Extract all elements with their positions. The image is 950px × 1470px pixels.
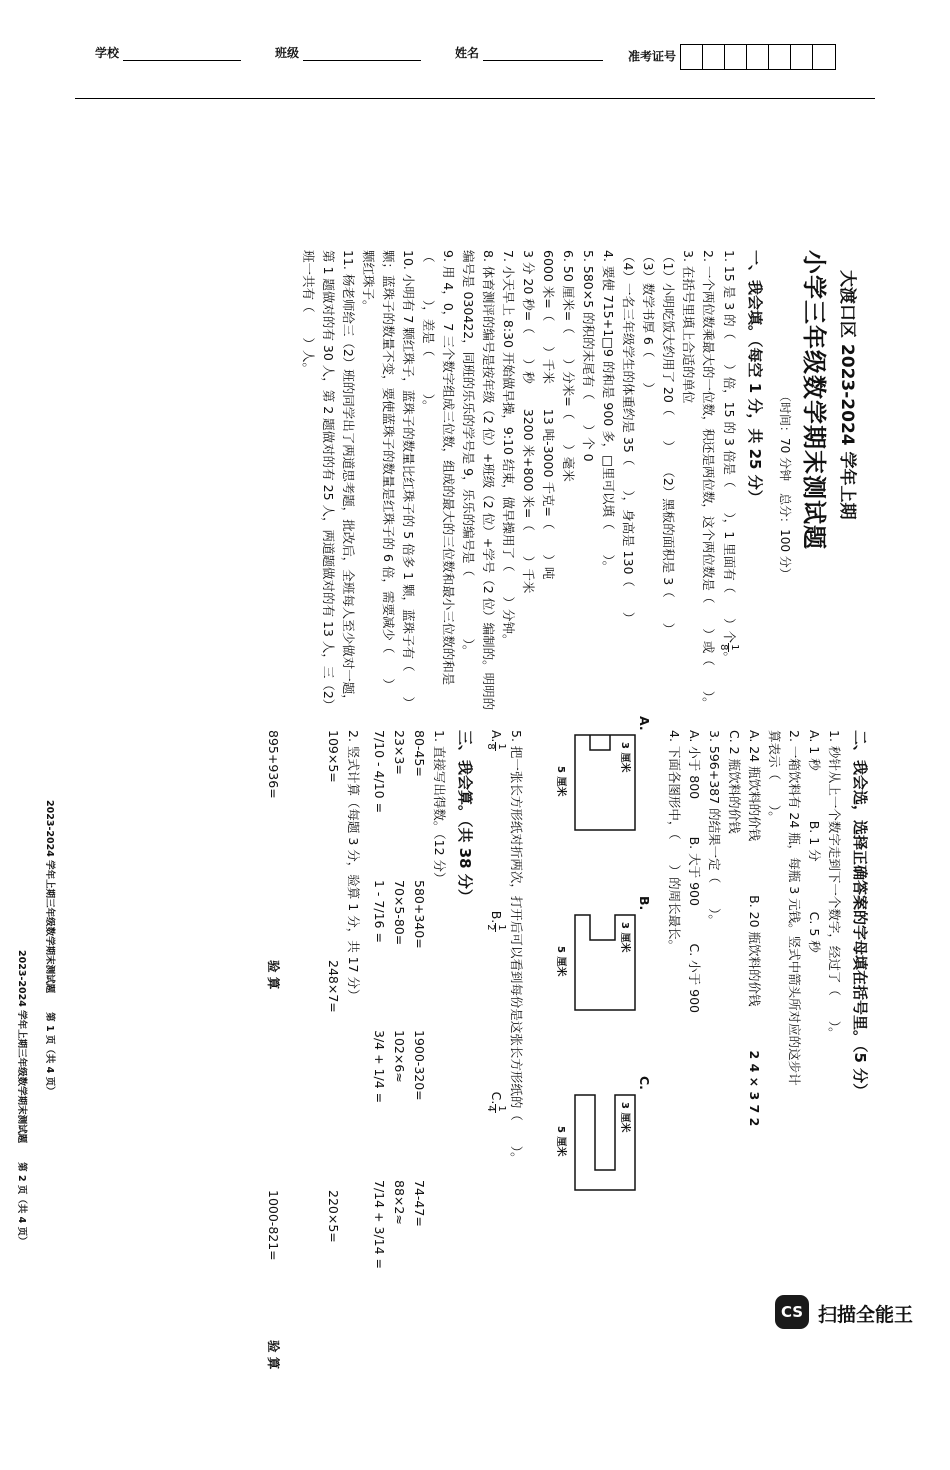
fill-q4: 4. 要使 715+1□9 的和是 900 多，□里可以填（ ）。 [601, 250, 617, 574]
calc-item: 23×3= [392, 730, 407, 775]
vertical-calc: 2 4 × 3 7 2 [747, 1050, 762, 1127]
exam-title: 小学三年级数学期末测试题 [799, 250, 828, 550]
calc-item: 7/10 - 4/10 = [372, 730, 387, 814]
fill-q1: 1. 15 是 3 的（ ）倍，15 的 3 倍是（ ），1 里面有（ ）个 1 8 。 [718, 250, 741, 665]
calc-row-3 [369, 730, 389, 1470]
figure-b-width: 5 厘米 [555, 946, 566, 977]
figure-c [555, 1076, 652, 1200]
exam-meta: （时间：70 分钟 总分：100 分） [778, 390, 793, 580]
vertical-calc-item: 248×7= [326, 960, 341, 1013]
calc-item: 74-47= [412, 1180, 427, 1227]
fraction: 1 8 [718, 644, 741, 651]
vertical-calc-item: 220×5= [326, 1190, 341, 1243]
vertical-calc-row-2 [263, 730, 283, 1470]
figure-a-height: 3 厘米 [619, 742, 630, 773]
choice-q2-option-b: B. 20 瓶饮料的价钱 [747, 895, 762, 1007]
fill-q11b: 第 1 题做对的有 30 人，第 2 题做对的有 25 人，两道题做对的有 13 人，三（2） [321, 250, 337, 712]
vertical-calc-item: 895+936= [266, 730, 281, 799]
calc-item: 1 - 7/16 = [372, 880, 387, 943]
exam-subtitle: 大渡口区 2023-2024 学年上期 [837, 270, 857, 520]
vertical-calc-item: 109×5= [326, 730, 341, 783]
choice-q3: 3. 596+387 的结果一定（ ）。 [707, 730, 722, 927]
choice-q2-option-c: C. 2 瓶饮料的价钱 [727, 730, 742, 834]
fill-q3a: （1）小明吃饭大约用了 20（ ） （2）黑板的面积是 3（ ） [661, 250, 677, 636]
calc-item: 3/4 + 1/4 = [372, 1030, 387, 1104]
choice-q5-option-c: C. 1 4 [485, 1091, 507, 1112]
choice-q4: 4. 下面各图形中，（ ）的周长最长。 [667, 730, 682, 953]
choice-q5-option-b: B. 1 2 [485, 910, 507, 931]
fill-q11c: 班一共有（ ）人。 [301, 250, 317, 376]
choice-q1-options: A. 1 秒 B. 1 分 C. 5 秒 [807, 730, 822, 953]
vertical-calc-row [323, 730, 343, 1470]
name-label: 姓名 [455, 46, 480, 60]
choice-q2b: 算表示（ ）。 [767, 730, 782, 824]
page-footer-1: 2023-2024 学年上期三年级数学期末测试题 第 1 页（共 4 页） [44, 800, 55, 1096]
calc-item: 102×6≈ [392, 1030, 407, 1083]
check-label: 验 算 [266, 960, 281, 990]
class-line[interactable] [303, 46, 421, 61]
calc-q2: 2. 竖式计算（每题 3 分，验算 1 分，共 17 分） [346, 730, 361, 1002]
fill-q6c: 3 分 20 秒=（ ）秒 3200 米+800 米=（ ）千米 [521, 250, 537, 594]
figure-a-width: 5 厘米 [555, 766, 566, 797]
fill-q3: 3. 在括号里填上合适的单位 [681, 250, 697, 404]
choice-q2-option-a: A. 24 瓶饮料的价钱 [747, 730, 762, 842]
fill-q10c: 颗红珠子。 [361, 250, 377, 313]
section-1-heading: 一、我会填。（每空 1 分，共 25 分） [746, 250, 765, 505]
calc-q1: 1. 直接写出得数。（12 分） [432, 730, 447, 885]
fill-q6a: 6. 50 厘米=（ ）分米=（ ）毫米 [561, 250, 577, 482]
camscanner-logo: CS [775, 1295, 809, 1329]
exam-number-label: 准考证号 [628, 49, 677, 64]
perimeter-figures [530, 716, 660, 1470]
page-footer-2: 2023-2024 学年上期三年级数学期末测试题 第 2 页（共 4 页） [16, 950, 27, 1246]
name-line[interactable] [483, 46, 603, 61]
choice-q3-options: A. 小于 800 B. 大于 900 C. 小于 900 [687, 730, 702, 1013]
figure-c-width: 5 厘米 [555, 1126, 566, 1157]
fill-q8a: 8. 体育测评的编号是按年级（2 位）+班级（2 位）+学号（2 位）编制的。明明的 [481, 250, 497, 711]
camscanner-name: 扫描全能王 [818, 1304, 914, 1326]
figure-a-label: A. [637, 716, 652, 731]
name-field [455, 44, 603, 68]
figure-b [555, 896, 652, 1020]
section-2-heading: 二、我会选，选择正确答案的字母填在括号里。（5 分） [851, 730, 869, 1099]
class-field [275, 44, 421, 68]
school-line[interactable] [123, 46, 241, 61]
choice-q2: 2. 一箱饮料有 24 瓶，每瓶 3 元钱。竖式中箭头所对应的这步计 [787, 730, 802, 1086]
header-divider [75, 98, 875, 99]
calc-item: 70×5-80= [392, 880, 407, 946]
calc-row-2 [389, 730, 409, 1470]
choice-q1: 1. 秒针从上一个数字走到下一个数字，经过了（ ）。 [827, 730, 842, 1040]
calc-item: 1900-320= [412, 1030, 427, 1101]
figure-b-label: B. [637, 896, 652, 911]
fill-q8b: 编号是 030422，同班的乐乐的学号是 9，乐乐的编号是（ ）。 [461, 250, 477, 658]
fill-q10a: 10. 小明有 7 颗红珠子，蓝珠子的数量比红珠子的 5 倍多 1 颗，蓝珠子有（ ） [401, 250, 417, 710]
fill-q5: 5. 580×5 的积的末尾有（ ）个 0 [581, 250, 597, 462]
choice-q5: 5. 把一张长方形纸对折两次，打开后可以看到每份是这张长方形纸的（ ）。 [509, 730, 524, 1165]
fill-q6b: 6000 米=（ ）千米 13 吨-3000 千克=（ ）吨 [541, 250, 557, 580]
fill-q9a: 9. 用 4，0，7 三个数字组成三位数，组成的最大的三位数和最小三位数的和是 [441, 250, 457, 686]
school-label: 学校 [95, 46, 120, 60]
class-label: 班级 [275, 46, 300, 60]
exam-number-boxes[interactable] [680, 44, 836, 70]
choice-q5-option-a: A. 1 8 [485, 730, 507, 750]
fill-q3b: （3）数学书厚 6（ ） [641, 250, 657, 395]
fill-q7: 7. 小天早上 8:30 开始做早操，9:10 结束，做早操用了（ ）分钟。 [501, 250, 517, 647]
fill-q10b: 颗；蓝珠子的数量不变，要使蓝珠子的数量是红珠子的 6 倍，需要减少（ ） [381, 250, 397, 691]
exam-number-field [628, 44, 836, 68]
vertical-calc-item: 1000-821= [266, 1190, 281, 1261]
fill-q3c: （4）一名三年级学生的体重约是 35（ ），身高是 130（ ） [621, 250, 637, 625]
choice-q5-options [485, 730, 506, 1470]
calc-item: 7/14 + 3/14 = [372, 1180, 387, 1270]
fill-q2: 2. 一个两位数乘最大的一位数，积还是两位数，这个两位数是（ ）或（ ）。 [701, 250, 717, 710]
figure-c-label: C. [637, 1076, 652, 1090]
figure-b-height: 3 厘米 [619, 922, 630, 953]
calc-item: 80-45= [412, 730, 427, 777]
school-field [95, 44, 241, 68]
fill-q11a: 11. 杨老师给三（2）班的同学出了两道思考题，批改后，全班每人至少做对一题， [341, 250, 357, 707]
choice-q2-options [744, 730, 764, 1470]
figure-c-height: 3 厘米 [619, 1102, 630, 1133]
check-label: 验 算 [266, 1340, 281, 1370]
figure-a [555, 716, 652, 840]
section-3-heading: 三、我会算。（共 38 分） [456, 730, 474, 904]
right-page-content [60, 716, 880, 1470]
calc-item: 88×2≈ [392, 1180, 407, 1225]
fill-q9b: （ ），差是（ ）。 [421, 250, 437, 413]
calc-row-1 [409, 730, 429, 1470]
calc-item: 580+340= [412, 880, 427, 949]
